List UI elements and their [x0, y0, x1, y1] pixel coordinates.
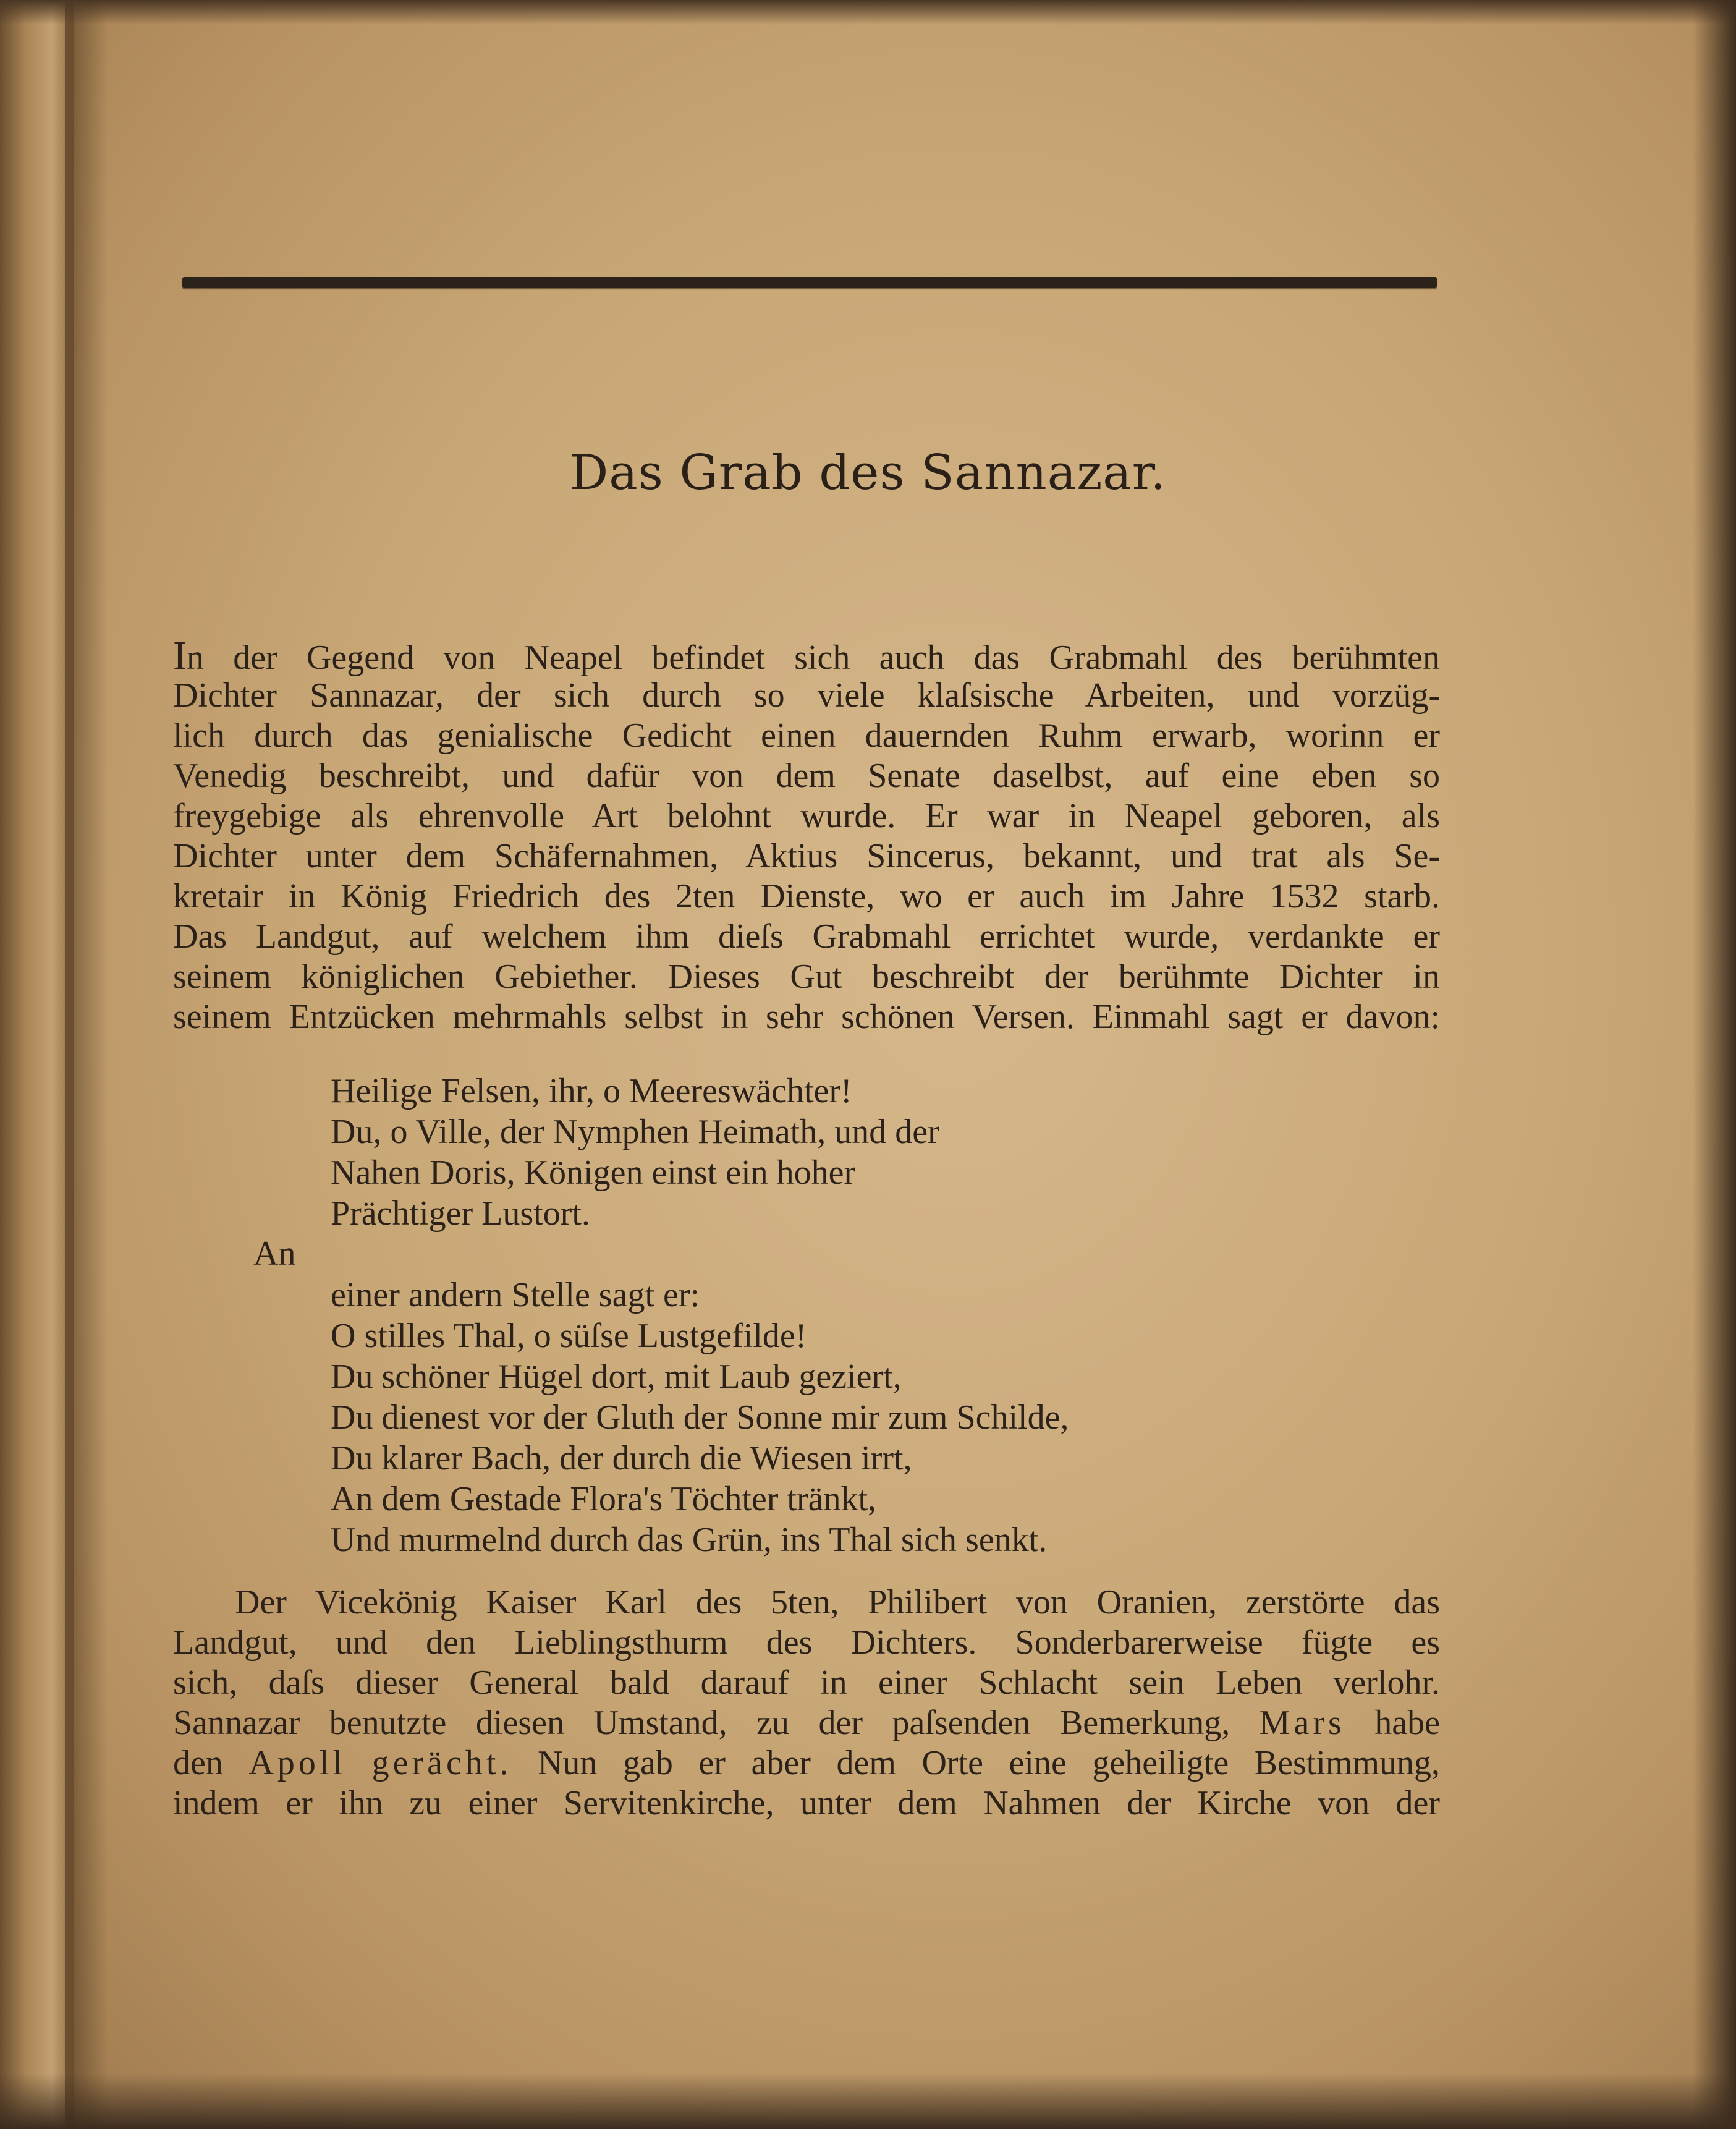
text-line [173, 1703, 1440, 1743]
text-line [173, 1743, 1440, 1783]
paragraph-1 [173, 635, 1440, 1037]
gutter-shadow [65, 0, 108, 2129]
page-title: Das Grab des Sannazar. [569, 445, 1167, 501]
text-line-content: n der Gegend von Neapel befindet sich auch das Grabmahl des berühmten [186, 639, 1440, 676]
verse-line: Du klarer Bach, der durch die Wiesen irrt, [331, 1439, 912, 1477]
verse-line: Und murmelnd durch das Grün, ins Thal sich senkt. [331, 1521, 1048, 1559]
text-line: Dichter unter dem Schäfernahmen, Aktius Sincerus, bekannt, und trat als Se- [173, 837, 1440, 875]
text-line: Venedig beschreibt, und dafür von dem Senate daselbst, auf eine eben so [173, 757, 1440, 795]
verse-block-2 [331, 1275, 1069, 1560]
verse-line: Nahen Doris, Königen einst ein hoher [331, 1154, 856, 1192]
top-edge-shadow [0, 0, 1736, 25]
text-line: Der Vicekönig Kaiser Karl des 5ten, Philibert von Oranien, zerstörte das [235, 1583, 1440, 1621]
verse-line: Du, o Ville, der Nymphen Heimath, und der [331, 1113, 939, 1151]
text-line: seinem königlichen Gebiether. Dieses Gut beschreibt der berühmte Dichter in [173, 958, 1440, 996]
text-segment: Sannazar benutzte diesen Umstand, zu der paſsenden Bemerkung, [173, 1704, 1230, 1742]
text-line: kretair in König Friedrich des 2ten Dienste, wo er auch im Jahre 1532 starb. [173, 877, 1440, 916]
text-segment: habe [1374, 1704, 1440, 1742]
text-line: freygebige als ehrenvolle Art belohnt wurde. Er war in Neapel geboren, als [173, 797, 1440, 835]
verse-line: An dem Gestade Flora's Töchter tränkt, [331, 1480, 877, 1518]
text-line: seinem Entzücken mehrmahls selbst in sehr schönen Versen. Einmahl sagt er davon: [173, 998, 1440, 1036]
verse-introduction [253, 1234, 295, 1273]
text-line: indem er ihn zu einer Servitenkirche, unter dem Nahmen der Kirche von der [173, 1784, 1440, 1822]
verse-line: O stilles Thal, o süſse Lustgefilde! [331, 1317, 807, 1355]
verse-intro-lead: An [253, 1234, 296, 1273]
text-segment: Nun gab er aber dem Orte eine geheiligte Bestimmung, [537, 1744, 1440, 1782]
text-line [173, 635, 1440, 676]
verse-line: Du schöner Hügel dort, mit Laub geziert, [331, 1358, 902, 1396]
paragraph-2 [173, 1583, 1440, 1824]
initial-letter: I [173, 635, 187, 676]
bottom-edge-shadow [0, 2073, 1736, 2129]
verse-block-1 [331, 1071, 939, 1234]
spaced-word-mars: Mars [1259, 1704, 1345, 1742]
verse-line: Prächtiger Lustort. [331, 1194, 590, 1233]
verse-line: Heilige Felsen, ihr, o Meereswächter! [331, 1072, 852, 1110]
spaced-word-geraecht: gerächt. [371, 1744, 512, 1782]
header-rule [182, 277, 1437, 288]
text-line: Das Landgut, auf welchem ihm dieſs Grabmahl errichtet wurde, verdankte er [173, 917, 1440, 956]
verse-line: Du dienest vor der Gluth der Sonne mir zum Schilde, [331, 1398, 1069, 1437]
spaced-word-apoll: Apoll [248, 1744, 347, 1782]
text-line: Dichter Sannazar, der sich durch so viele klaſsische Arbeiten, und vorzüg- [173, 676, 1440, 715]
text-line: Landgut, und den Lieblingsthurm des Dichters. Sonderbarerweise fügte es [173, 1623, 1440, 1662]
verse-intro-text: einer andern Stelle sagt er: [331, 1276, 700, 1314]
text-segment: den [173, 1744, 223, 1782]
left-page-edge [0, 0, 74, 2129]
text-line: lich durch das genialische Gedicht einen dauernden Ruhm erwarb, worinn er [173, 716, 1440, 755]
text-line: sich, daſs dieser General bald darauf in einer Schlacht sein Leben verlohr. [173, 1664, 1440, 1702]
right-edge-shadow [1693, 0, 1736, 2129]
